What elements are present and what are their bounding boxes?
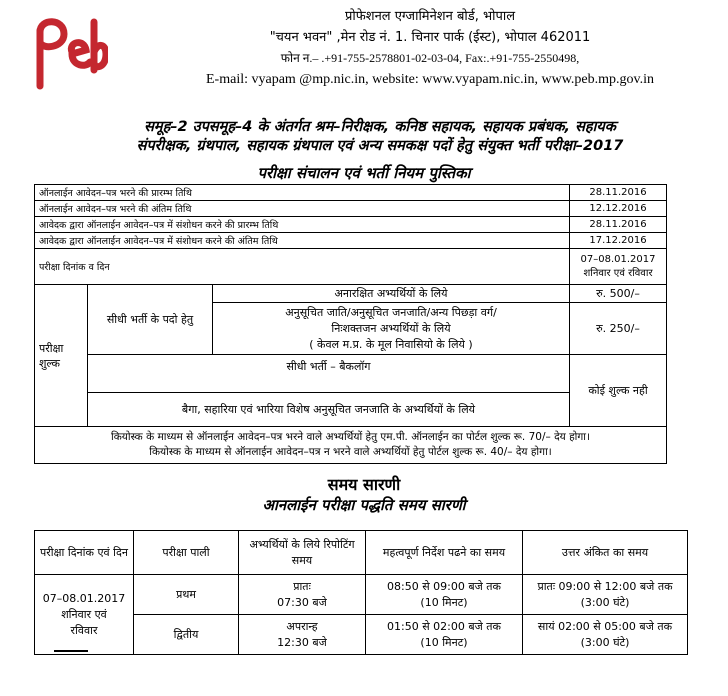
answer-second: [523, 615, 688, 655]
reserved-fee: रु. 250/–: [570, 303, 667, 355]
instructions-first-line2: (10 मिनट): [420, 595, 468, 609]
schedule-date: 17.12.2016: [570, 233, 667, 249]
reporting-first: [239, 575, 366, 615]
schedule-label: ऑनलाईन आवेदन–पत्र भरने की प्रारम्भ तिथि: [35, 185, 570, 201]
exam-date-value: [570, 249, 667, 285]
header-org: प्रोफेशनल एग्जामिनेशन बोर्ड, भोपाल: [344, 9, 516, 24]
answer-first: [523, 575, 688, 615]
cut-off-text-fragment: [54, 650, 88, 655]
instructions-first: [366, 575, 523, 615]
reporting-first-line2: 07:30 बजे: [277, 595, 327, 609]
answer-first-line2: (3:00 घंटे): [580, 595, 630, 609]
instructions-second: [366, 615, 523, 655]
reporting-second-line1: अपरान्ह: [286, 619, 318, 633]
exam-date-dates: 07–08.01.2017: [580, 254, 656, 265]
schedule-date: 28.11.2016: [570, 217, 667, 233]
shift-first: प्रथम: [134, 575, 239, 615]
header-contact: E-mail: vyapam @mp.nic.in, website: www.vyapam.nic.in, www.peb.mp.gov.in: [206, 72, 654, 87]
header-answer: उत्तर अंकित का समय: [523, 531, 688, 575]
reporting-second: [239, 615, 366, 655]
no-fee-label: कोई शुल्क नही: [570, 355, 667, 427]
direct-recruitment-label: सीधी भर्ती के पदो हेतु: [88, 285, 213, 355]
timetable-table: [34, 530, 688, 655]
table-row: [35, 217, 667, 233]
reserved-label-line3: ( केवल म.प्र. के मूल निवासियो के लिये ): [309, 337, 473, 351]
header-instructions: महत्वपूर्ण निर्देश पढने का समय: [366, 531, 523, 575]
unreserved-label: अनारक्षित अभ्यर्थियों के लिये: [213, 285, 570, 303]
schedule-label: ऑनलाईन आवेदन–पत्र भरने की अंतिम तिथि: [35, 201, 570, 217]
reporting-first-line1: प्रातः: [293, 579, 311, 593]
reserved-label-line1: अनुसूचित जाति/अनुसूचित जनजाति/अन्य पिछड़ा वर्ग/: [285, 305, 497, 319]
peb-logo: [28, 12, 108, 92]
table-row: [35, 575, 688, 615]
timetable-subtitle: आनलाईन परीक्षा पद्धति समय सारणी: [262, 496, 466, 514]
table-row: [35, 285, 667, 303]
tribes-label: बैगा, सहारिया एवं भारिया विशेष अनुसूचित जनजाति के अभ्यर्थियों के लिये: [88, 393, 570, 427]
shift-second: द्वितीय: [134, 615, 239, 655]
schedule-label: आवेदक द्वारा ऑनलाईन आवेदन–पत्र में संशोधन करने की प्रारम्भ तिथि: [35, 217, 570, 233]
schedule-date: 28.11.2016: [570, 185, 667, 201]
timetable-date-line2: शनिवार एवं: [61, 607, 107, 621]
instructions-second-line1: 01:50 से 02:00 बजे तक: [387, 619, 501, 633]
table-row: [35, 201, 667, 217]
timetable-date-line1: 07–08.01.2017: [42, 591, 126, 605]
timetable-date: [35, 575, 134, 655]
exam-title-line2: संपरीक्षक, ग्रंथपाल, सहायक ग्रंथपाल एवं अन्य समकक्ष पदों हेतु संयुक्त भर्ती परीक्षा–2017: [136, 138, 624, 154]
answer-first-line1: प्रातः 09:00 से 12:00 बजे तक: [537, 579, 673, 593]
exam-date-label: परीक्षा दिनांक व दिन: [35, 249, 570, 285]
exam-title: [60, 118, 700, 156]
header: [150, 6, 710, 90]
table-row: [35, 233, 667, 249]
reporting-second-line2: 12:30 बजे: [277, 635, 327, 649]
table-row: [35, 355, 667, 393]
header-address: "चयन भवन" ,मेन रोड नं. 1. चिनार पार्क (ईस्ट), भोपाल 462011: [269, 30, 591, 45]
answer-second-line1: सायं 02:00 से 05:00 बजे तक: [537, 619, 673, 633]
instructions-first-line1: 08:50 से 09:00 बजे तक: [387, 579, 501, 593]
unreserved-fee: रु. 500/–: [570, 285, 667, 303]
answer-second-line2: (3:00 घंटे): [580, 635, 630, 649]
booklet-title: परीक्षा संचालन एवं भर्ती नियम पुस्तिका: [257, 164, 471, 182]
schedule-table: [34, 184, 667, 464]
table-header-row: [35, 531, 688, 575]
exam-date-days: शनिवार एवं रविवार: [583, 268, 653, 279]
table-row: [35, 249, 667, 285]
schedule-label: आवेदक द्वारा ऑनलाईन आवेदन–पत्र में संशोधन करने की अंतिम तिथि: [35, 233, 570, 249]
kiosk-note-line2: कियोस्क के माध्यम से ऑनलाईन आवेदन–पत्र न भरने वाले अभ्यर्थियों हेतु पोर्टल शुल्क रू. 40/– देय होगा।: [149, 446, 552, 458]
header-date: परीक्षा दिनांक एवं दिन: [35, 531, 134, 575]
instructions-second-line2: (10 मिनट): [420, 635, 468, 649]
table-row: [35, 427, 667, 464]
reserved-label: [213, 303, 570, 355]
timetable-date-line3: रविवार: [70, 623, 98, 637]
backlog-label: सीधी भर्ती – बैकलॉग: [88, 355, 570, 393]
fee-label: परीक्षा शुल्क: [35, 285, 88, 427]
timetable-title: समय सारणी: [327, 475, 401, 494]
header-shift: परीक्षा पाली: [134, 531, 239, 575]
header-phone: फोन न.– .+91-755-2578801-02-03-04, Fax:.+91-755-2550498,: [280, 51, 580, 65]
table-row: [35, 185, 667, 201]
reserved-label-line2: निःशक्तजन अभ्यर्थियों के लिये: [331, 321, 451, 335]
kiosk-note-line1: कियोस्क के माध्यम से ऑनलाईन आवेदन–पत्र भरने वाले अभ्यर्थियों हेतु एम.पी. ऑनलाईन का पोर्टल शुल्क रू. 70/– देय होगा।: [111, 431, 590, 443]
schedule-date: 12.12.2016: [570, 201, 667, 217]
header-reporting: अभ्यर्थियों के लिये रिपोटिंग समय: [239, 531, 366, 575]
kiosk-note: [35, 427, 667, 464]
exam-title-line1: समूह–2 उपसमूह–4 के अंतर्गत श्रम–निरीक्षक, कनिष्ठ सहायक, सहायक प्रबंधक, सहायक: [144, 119, 616, 135]
